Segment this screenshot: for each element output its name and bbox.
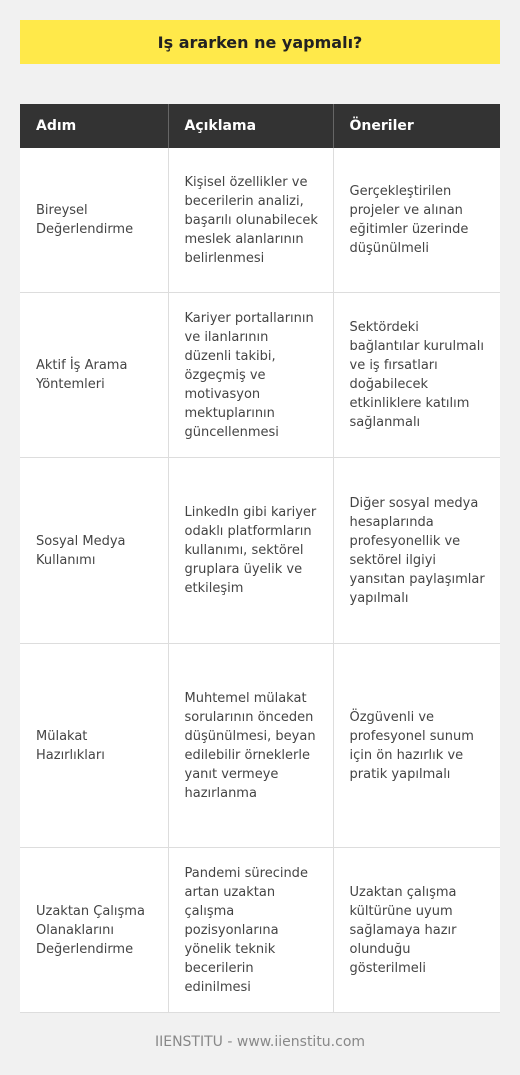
suggestion-cell: Sektördeki bağlantılar kurulmalı ve iş fırsatları doğabilecek etkinliklere katılım sağlanmalı bbox=[333, 293, 500, 458]
description-cell: LinkedIn gibi kariyer odaklı platformların kullanımı, sektörel gruplara üyelik ve etkileşim bbox=[168, 458, 333, 644]
table-row bbox=[20, 148, 500, 293]
description-cell: Kişisel özellikler ve becerilerin analizi, başarılı olunabilecek meslek alanlarının belirlenmesi bbox=[168, 148, 333, 293]
step-cell: Mülakat Hazırlıkları bbox=[20, 644, 168, 848]
step-cell: Bireysel Değerlendirme bbox=[20, 148, 168, 293]
suggestion-cell: Uzaktan çalışma kültürüne uyum sağlamaya hazır olunduğu gösterilmeli bbox=[333, 848, 500, 1013]
suggestion-cell: Özgüvenli ve profesyonel sunum için ön hazırlık ve pratik yapılmalı bbox=[333, 644, 500, 848]
description-cell: Pandemi sürecinde artan uzaktan çalışma pozisyonlarına yönelik teknik becerilerin edinilmesi bbox=[168, 848, 333, 1013]
table-body bbox=[20, 148, 500, 1013]
table-row bbox=[20, 458, 500, 644]
suggestion-cell: Diğer sosyal medya hesaplarında profesyonellik ve sektörel ilgiyi yansıtan paylaşımlar yapılmalı bbox=[333, 458, 500, 644]
footer-credit: IIENSTITU - www.iienstitu.com bbox=[154, 1034, 366, 1050]
header-step: Adım bbox=[20, 104, 168, 148]
table-row bbox=[20, 848, 500, 1013]
steps-table bbox=[20, 104, 500, 1013]
step-cell: Aktif İş Arama Yöntemleri bbox=[20, 293, 168, 458]
page-title: Iş ararken ne yapmalı? bbox=[157, 32, 363, 52]
header-row bbox=[20, 104, 500, 148]
header-suggestions: Öneriler bbox=[333, 104, 500, 148]
description-cell: Kariyer portallarının ve ilanlarının düzenli takibi, özgeçmiş ve motivasyon mektuplarının güncellenmesi bbox=[168, 293, 333, 458]
step-cell: Sosyal Medya Kullanımı bbox=[20, 458, 168, 644]
table-header bbox=[20, 104, 500, 148]
step-cell: Uzaktan Çalışma Olanaklarını Değerlendirme bbox=[20, 848, 168, 1013]
description-cell: Muhtemel mülakat sorularının önceden düşünülmesi, beyan edilebilir örneklerle yanıt vermeye hazırlanma bbox=[168, 644, 333, 848]
header-description: Açıklama bbox=[168, 104, 333, 148]
table-row bbox=[20, 644, 500, 848]
title-banner bbox=[20, 20, 500, 64]
table-row bbox=[20, 293, 500, 458]
suggestion-cell: Gerçekleştirilen projeler ve alınan eğitimler üzerinde düşünülmeli bbox=[333, 148, 500, 293]
